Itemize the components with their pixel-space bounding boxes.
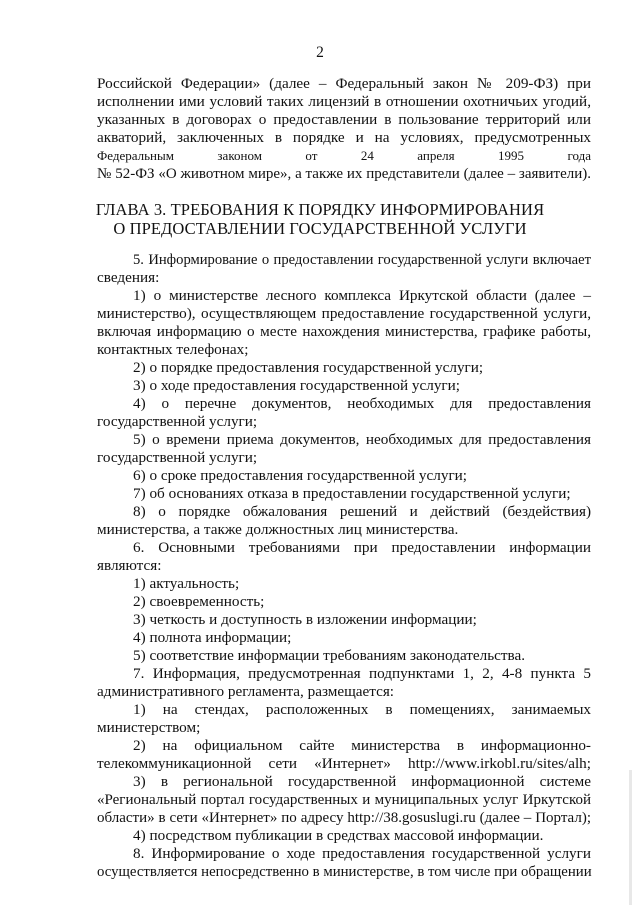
body-line-6: контактных телефонах; [97, 341, 249, 358]
body-line-2: сведения: [97, 269, 160, 286]
body-line-30: 3) в региональной государственной информационной системе [133, 773, 591, 790]
body-line-23: 5) соответствие информации требованиям законодательства. [133, 647, 526, 664]
body-line-33: 4) посредством публикации в средствах массовой информации. [133, 827, 544, 844]
chapter-heading-line-2: О ПРЕДОСТАВЛЕНИИ ГОСУДАРСТВЕННОЙ УСЛУГИ [113, 219, 527, 238]
intro-line-1: Российской Федерации» (далее – Федеральный закон № 209-ФЗ) при [97, 75, 591, 92]
body-line-35: осуществляется непосредственно в министерстве, в том числе при обращении [97, 864, 592, 880]
intro-line-3: указанных в договорах о предоставлении в пользование территорий или [97, 111, 591, 128]
intro-line-2: исполнении ими условий таких лицензий в отношении охотничьих угодий, [97, 93, 591, 110]
page-number: 2 [316, 44, 324, 61]
body-line-5: включая информацию о месте нахождения министерства, графике работы, [97, 323, 591, 340]
body-line-21: 3) четкость и доступность в изложении информации; [133, 611, 477, 628]
body-line-27: министерством; [97, 719, 201, 736]
body-line-34: 8. Информирование о ходе предоставления государственной услуги [133, 845, 591, 862]
body-line-7: 2) о порядке предоставления государственной услуги; [133, 359, 484, 376]
body-line-17: 6. Основными требованиями при предоставлении информации [133, 539, 591, 556]
body-line-26: 1) на стендах, расположенных в помещениях, занимаемых [133, 701, 591, 718]
intro-line-6: № 52-ФЗ «О животном мире», а также их представители (далее – заявители). [97, 166, 591, 182]
body-line-9: 4) о перечне документов, необходимых для предоставления [133, 395, 591, 412]
body-line-19: 1) актуальность; [133, 575, 240, 592]
body-line-1: 5. Информирование о предоставлении государственной услуги включает [133, 252, 591, 268]
body-line-11: 5) о времени приема документов, необходимых для предоставления [133, 431, 591, 448]
body-line-3: 1) о министерстве лесного комплекса Иркутской области (далее – [133, 287, 591, 304]
body-line-20: 2) своевременность; [133, 593, 265, 610]
intro-line-5: Федеральным законом от 24 апреля 1995 года [97, 148, 591, 163]
body-line-16: министерства, а также должностных лиц министерства. [97, 521, 459, 538]
intro-line-4: акваторий, заключенных в порядке и на условиях, предусмотренных [97, 129, 591, 146]
body-line-22: 4) полнота информации; [133, 629, 292, 646]
body-line-4: министерство), осуществляющем предоставление государственной услуги, [97, 305, 591, 322]
body-line-13: 6) о сроке предоставления государственной услуги; [133, 467, 468, 484]
body-line-28: 2) на официальном сайте министерства в информационно- [133, 737, 591, 754]
body-line-15: 8) о порядке обжалования решений и действий (бездействия) [133, 503, 591, 520]
body-line-10: государственной услуги; [97, 413, 258, 430]
body-line-12: государственной услуги; [97, 449, 258, 466]
chapter-heading-line-1: ГЛАВА 3. ТРЕБОВАНИЯ К ПОРЯДКУ ИНФОРМИРОВАНИЯ [95, 200, 545, 219]
body-line-24: 7. Информация, предусмотренная подпунктами 1, 2, 4-8 пункта 5 [133, 665, 591, 682]
scan-edge-shadow [629, 770, 632, 905]
body-line-32: области» в сети «Интернет» по адресу http://38.gosuslugi.ru (далее – Портал); [97, 810, 591, 826]
body-line-29: телекоммуникационной сети «Интернет» http://www.irkobl.ru/sites/alh; [97, 755, 591, 772]
body-line-8: 3) о ходе предоставления государственной услуги; [133, 377, 460, 394]
body-line-14: 7) об основаниях отказа в предоставлении государственной услуги; [133, 485, 571, 502]
body-line-31: «Региональный портал государственных и муниципальных услуг Иркутской [97, 792, 591, 808]
body-line-25: административного регламента, размещается: [97, 683, 395, 700]
body-line-18: являются: [97, 557, 162, 574]
